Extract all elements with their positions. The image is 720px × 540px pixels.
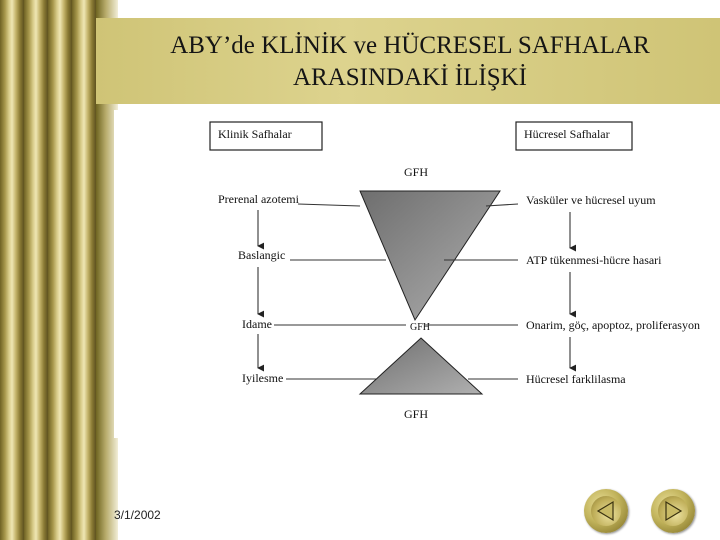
clinical-phase-iyilesme: Iyilesme (242, 371, 284, 385)
clinical-phase-prerenal: Prerenal azotemi (218, 192, 299, 206)
title-line-1: ABY’de KLİNİK ve HÜCRESEL SAFHALAR (170, 32, 650, 59)
cellular-phase-farklilasma: Hücresel farklilasma (526, 372, 626, 386)
previous-slide-button[interactable] (584, 489, 628, 533)
cellular-phase-onarim: Onarim, göç, apoptoz, proliferasyon (526, 318, 700, 332)
cellular-phases-label: Hücresel Safhalar (524, 127, 610, 141)
phase-diagram-figure (114, 110, 720, 438)
clinical-phases-label: Klinik Safhalar (218, 127, 292, 141)
gfh-top-label: GFH (404, 165, 429, 179)
gfh-bottom-label: GFH (404, 407, 429, 421)
left-decor-panel (0, 0, 100, 540)
connector-line (298, 204, 360, 206)
phase-diagram (114, 110, 720, 438)
cellular-phase-atp: ATP tükenmesi-hücre hasari (526, 253, 662, 267)
gfh-decline-triangle (360, 191, 500, 320)
slide-date: 3/1/2002 (114, 508, 161, 522)
triangle-left-icon (584, 489, 628, 533)
cellular-phase-uyum: Vasküler ve hücresel uyum (526, 193, 656, 207)
next-slide-button[interactable] (651, 489, 695, 533)
clinical-phase-idame: Idame (242, 317, 272, 331)
triangle-right-icon (651, 489, 695, 533)
clinical-phase-baslangic: Baslangic (238, 248, 286, 262)
gfh-mid-label: GFH (410, 322, 431, 333)
slide-title (120, 30, 700, 94)
title-line-2: ARASINDAKİ İLİŞKİ (292, 64, 527, 91)
gfh-recovery-triangle (360, 338, 482, 394)
